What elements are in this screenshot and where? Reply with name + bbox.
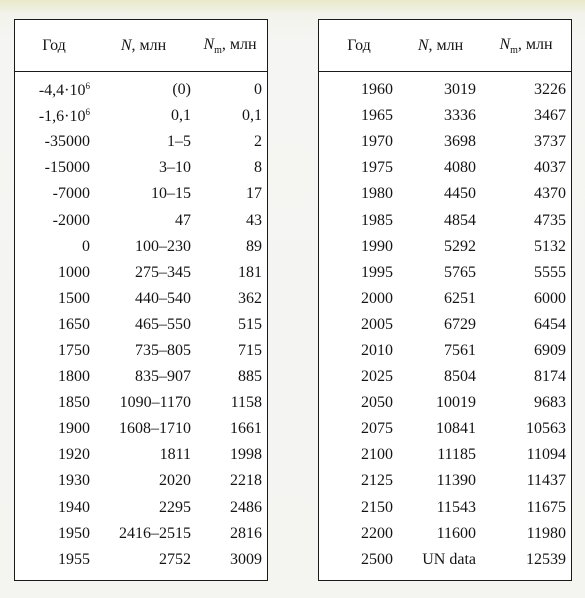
cell-nm: 4735 [534, 211, 566, 229]
cell-year [319, 238, 399, 256]
table-row [319, 260, 571, 286]
table-row [319, 521, 571, 547]
cell-year [319, 316, 399, 334]
cell-n: 1090–1170 [119, 394, 191, 412]
cell-n: 0,1 [171, 107, 191, 125]
cell-n: 275–345 [135, 263, 191, 281]
cell-nm: 6909 [534, 341, 566, 359]
header-n-var: N [120, 36, 132, 54]
cell-n: 3336 [444, 107, 476, 125]
cell-n: 3019 [444, 81, 476, 99]
cell-year-text: 1920 [58, 446, 90, 464]
cell-nm: 515 [238, 315, 262, 333]
cell-nm: 11980 [526, 524, 566, 542]
header-nm-var: N [499, 35, 511, 53]
cell-year-text: 1750 [58, 341, 90, 359]
cell-year [15, 499, 93, 517]
cell-year-text: 1955 [58, 550, 90, 568]
cell-nm: 6000 [534, 289, 566, 307]
cell-n: 11600 [436, 524, 476, 542]
header-n-var: N [417, 36, 429, 54]
cell-nm: 17 [246, 185, 262, 203]
table-row [319, 207, 571, 233]
cell-year [15, 394, 93, 412]
table-row [319, 547, 571, 573]
cell-year [15, 551, 93, 569]
cell-n: 11543 [436, 498, 476, 516]
cell-year-text: 2100 [361, 446, 393, 464]
cell-n: 3–10 [159, 159, 191, 177]
cell-year [319, 107, 399, 125]
cell-nm: 4370 [534, 185, 566, 203]
cell-nm: 0,1 [242, 107, 262, 125]
cell-year [319, 342, 399, 360]
table-row [319, 390, 571, 416]
cell-year-text: 1995 [361, 263, 393, 281]
header-nm-unit: , млн [221, 35, 257, 53]
table-header [15, 20, 267, 72]
table-row [319, 129, 571, 155]
table-row [15, 547, 267, 573]
cell-year [15, 420, 93, 438]
cell-year-exponent: 6 [85, 106, 90, 117]
cell-n: 11185 [437, 446, 476, 464]
header-n [399, 37, 482, 55]
cell-n: 4854 [444, 211, 476, 229]
table-row [15, 103, 267, 129]
cell-year-text: 2200 [361, 524, 393, 542]
cell-year [15, 472, 93, 490]
cell-nm: 3226 [534, 81, 566, 99]
cell-year [319, 264, 399, 282]
cell-n: 440–540 [135, 289, 191, 307]
cell-year-text: 2150 [361, 498, 393, 516]
cell-n: 5765 [444, 263, 476, 281]
cell-n: 2416–2515 [119, 524, 191, 542]
cell-n: 2020 [159, 472, 191, 490]
table-body [15, 72, 267, 573]
cell-year [319, 551, 399, 569]
cell-year-text: -2000 [52, 211, 90, 229]
cell-year-text: 1800 [58, 368, 90, 386]
cell-year [319, 394, 399, 412]
cell-n: 10841 [436, 420, 476, 438]
cell-n: 1811 [159, 446, 191, 464]
cell-n: 8504 [444, 368, 476, 386]
cell-nm: 12539 [526, 550, 566, 568]
table-row [15, 129, 267, 155]
cell-year-text: 1650 [58, 315, 90, 333]
cell-nm: 4037 [534, 159, 566, 177]
table-row [319, 338, 571, 364]
table-row [319, 234, 571, 260]
header-nm-sub: m [510, 44, 518, 56]
cell-year [15, 159, 93, 177]
cell-nm: 3737 [534, 133, 566, 151]
cell-year-text: 2075 [361, 420, 393, 438]
cell-year [319, 81, 399, 99]
cell-nm: 8 [254, 159, 262, 177]
cell-n: 465–550 [135, 315, 191, 333]
cell-year-text: 1950 [58, 524, 90, 542]
cell-nm: 2816 [230, 524, 262, 542]
cell-nm: 5555 [534, 263, 566, 281]
table-row [15, 181, 267, 207]
cell-year-text: 0 [82, 237, 90, 255]
cell-year [15, 81, 93, 100]
table-row [15, 521, 267, 547]
table-row [319, 312, 571, 338]
cell-year [15, 316, 93, 334]
cell-year-text: 1965 [361, 107, 393, 125]
cell-year-text: 1960 [361, 81, 393, 99]
cell-nm: 1661 [230, 420, 262, 438]
cell-year-text: 2025 [361, 368, 393, 386]
header-year: Год [42, 36, 66, 54]
cell-year [319, 368, 399, 386]
cell-n: 4450 [444, 185, 476, 203]
cell-n: 1–5 [167, 133, 191, 151]
cell-year-text: 1985 [361, 211, 393, 229]
cell-nm: 885 [238, 368, 262, 386]
header-n-unit: , млн [131, 36, 167, 54]
table-row [15, 312, 267, 338]
table-row [319, 286, 571, 312]
cell-year-text: 1850 [58, 394, 90, 412]
cell-nm: 2 [254, 133, 262, 151]
header-n-unit: , млн [428, 36, 464, 54]
cell-nm: 43 [246, 211, 262, 229]
cell-nm: 10563 [526, 420, 566, 438]
cell-year-text: 2125 [361, 472, 393, 490]
table-row [319, 442, 571, 468]
table-row [15, 364, 267, 390]
cell-year [319, 525, 399, 543]
cell-n: 1608–1710 [119, 420, 191, 438]
table-row [15, 442, 267, 468]
cell-year [15, 368, 93, 386]
cell-nm: 3009 [230, 550, 262, 568]
cell-year [15, 107, 93, 126]
cell-year-text: 2500 [361, 550, 393, 568]
table-row [15, 286, 267, 312]
cell-year-text: 1930 [58, 472, 90, 490]
population-table-right [318, 19, 572, 581]
cell-year-text: 1940 [58, 498, 90, 516]
cell-n: 835–907 [135, 368, 191, 386]
population-table-left [14, 19, 268, 581]
table-row [15, 338, 267, 364]
cell-nm: 6454 [534, 315, 566, 333]
cell-year-text: 2005 [361, 315, 393, 333]
cell-year [15, 525, 93, 543]
table-row [15, 77, 267, 103]
cell-nm: 5132 [534, 237, 566, 255]
cell-year-text: -15000 [44, 159, 90, 177]
table-row [15, 155, 267, 181]
header-nm-unit: , млн [517, 35, 553, 53]
cell-n: 6251 [444, 289, 476, 307]
table-row [319, 416, 571, 442]
cell-nm: 715 [238, 341, 262, 359]
cell-year [15, 342, 93, 360]
cell-nm: 11675 [526, 498, 566, 516]
cell-year [15, 238, 93, 256]
header-nm [482, 36, 570, 56]
cell-n: 6729 [444, 315, 476, 333]
cell-year-text: -4,4·10 [38, 81, 86, 99]
cell-year [319, 159, 399, 177]
cell-year-text: 1970 [361, 133, 393, 151]
table-row [15, 207, 267, 233]
cell-nm: 89 [246, 237, 262, 255]
cell-year [15, 290, 93, 308]
table-row [319, 103, 571, 129]
cell-year [15, 185, 93, 203]
cell-nm: 1998 [230, 446, 262, 464]
cell-nm: 362 [238, 289, 262, 307]
cell-year-text: 1990 [361, 237, 393, 255]
header-nm-var: N [203, 35, 215, 53]
cell-n: 2295 [159, 498, 191, 516]
cell-year-text: 1980 [361, 185, 393, 203]
cell-n: 11390 [436, 472, 476, 490]
table-row [15, 260, 267, 286]
cell-year [319, 290, 399, 308]
cell-year-text: 1000 [58, 263, 90, 281]
cell-year [319, 499, 399, 517]
cell-year [15, 446, 93, 464]
cell-year [319, 212, 399, 230]
cell-year-text: 1900 [58, 420, 90, 438]
cell-nm: 181 [238, 263, 262, 281]
cell-nm: 9683 [534, 394, 566, 412]
cell-n: 5292 [444, 237, 476, 255]
table-header [319, 20, 571, 72]
cell-year-text: -1,6·10 [38, 107, 86, 125]
cell-year-text: 1500 [58, 289, 90, 307]
cell-n: 10019 [436, 394, 476, 412]
header-year: Год [347, 36, 371, 54]
cell-nm: 8174 [534, 368, 566, 386]
cell-year [319, 185, 399, 203]
cell-year [319, 472, 399, 490]
cell-year [319, 446, 399, 464]
table-row [319, 77, 571, 103]
cell-year-text: 2050 [361, 394, 393, 412]
table-row [15, 468, 267, 494]
cell-n: 735–805 [135, 341, 191, 359]
table-row [15, 390, 267, 416]
cell-nm: 2218 [230, 472, 262, 490]
table-row [15, 495, 267, 521]
table-row [319, 155, 571, 181]
table-body [319, 72, 571, 573]
cell-year [319, 420, 399, 438]
cell-year [15, 264, 93, 282]
cell-nm: 11094 [526, 446, 566, 464]
cell-n: 7561 [444, 341, 476, 359]
cell-nm: 0 [254, 81, 262, 99]
cell-year [15, 133, 93, 151]
table-row [319, 181, 571, 207]
cell-year [319, 133, 399, 151]
cell-year-text: -35000 [44, 133, 90, 151]
cell-year-exponent: 6 [85, 80, 90, 91]
table-row [15, 416, 267, 442]
cell-nm: 3467 [534, 107, 566, 125]
cell-n: 3698 [444, 133, 476, 151]
header-n [93, 37, 194, 55]
cell-n: (0) [172, 81, 191, 99]
table-row [15, 234, 267, 260]
table-row [319, 495, 571, 521]
cell-n: 10–15 [151, 185, 191, 203]
cell-year-text: 1975 [361, 159, 393, 177]
cell-year-text: -7000 [52, 185, 90, 203]
table-row [319, 364, 571, 390]
cell-n: 4080 [444, 159, 476, 177]
cell-nm: 11437 [526, 472, 566, 490]
cell-nm: 2486 [230, 498, 262, 516]
cell-n: 100–230 [135, 237, 191, 255]
header-nm [194, 36, 266, 56]
cell-year [15, 212, 93, 230]
cell-n: 2752 [159, 550, 191, 568]
header-nm-sub: m [214, 44, 222, 56]
cell-nm: 1158 [230, 394, 262, 412]
table-row [319, 468, 571, 494]
cell-n: 47 [175, 211, 191, 229]
cell-year-text: 2000 [361, 289, 393, 307]
cell-n: UN data [422, 550, 476, 568]
cell-year-text: 2010 [361, 341, 393, 359]
